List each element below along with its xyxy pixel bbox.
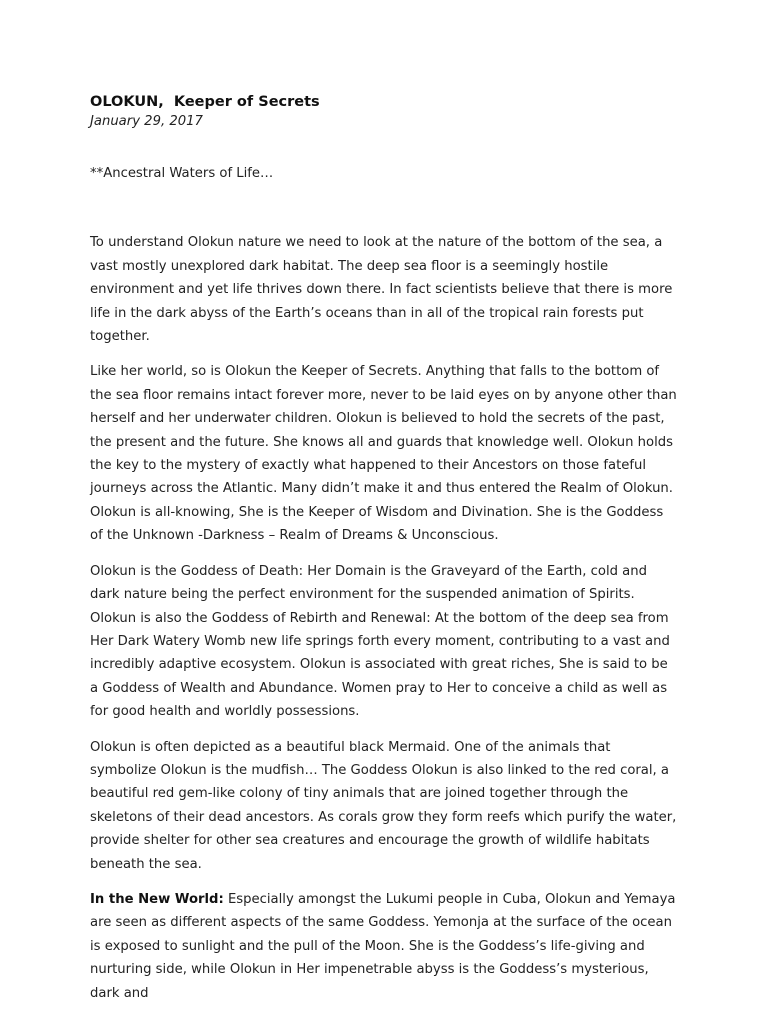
new-world-paragraph — [90, 888, 680, 1005]
document-title: OLOKUN, Keeper of Secrets — [90, 94, 320, 110]
new-world-lead: In the New World: — [90, 891, 224, 907]
paragraph: Like her world, so is Olokun the Keeper of Secrets. Anything that falls to the bottom of the sea floor remains intact forever more, never to be laid eyes on by anyone other than herself and her underwater children. Olokun is believed to hold the secrets of the past, the present and the future. She knows all and guards that knowledge well. Olokun holds the key to the mystery of exactly what happened to their Ancestors on those fateful journeys across the Atlantic. Many didn’t make it and thus entered the Realm of Olokun. Olokun is all-knowing, She is the Keeper of Wisdom and Divination. She is the Goddess of the Unknown -Darkness – Realm of Dreams & Unconscious. — [90, 364, 677, 544]
paragraph: Olokun is the Goddess of Death: Her Domain is the Graveyard of the Earth, cold and dark nature being the perfect environment for the suspended animation of Spirits. Olokun is also the Goddess of Rebirth and Renewal: At the bottom of the deep sea from Her Dark Watery Womb new life springs forth every moment, contributing to a vast and incredibly adaptive ecosystem. Olokun is associated with great riches, She is said to be a Goddess of Wealth and Abundance. Women pray to Her to conceive a child as well as for good health and worldly possessions. — [90, 563, 670, 720]
new-world-text: Especially amongst the Lukumi people in Cuba, Olokun and Yemaya are seen as different aspects of the same Goddess. Yemonja at the surface of the ocean is exposed to sunlight and the pull of the Moon. She is the Goddess’s life-giving and nurturing side, while Olokun in Her impenetrable abyss is the Goddess’s mysterious, dark and — [90, 891, 676, 1001]
paragraph: Olokun is often depicted as a beautiful black Mermaid. One of the animals that symbolize Olokun is the mudfish… The Goddess Olokun is also linked to the red coral, a beautiful red gem-like colony of tiny animals that are joined together through the skeletons of their dead ancestors. As corals grow they form reefs which purify the water, provide shelter for other sea creatures and encourage the growth of wildlife habitats beneath the sea. — [90, 739, 677, 872]
document-page — [90, 92, 680, 1017]
paragraph: To understand Olokun nature we need to look at the nature of the bottom of the sea, a vast mostly unexplored dark habitat. The deep sea floor is a seemingly hostile environment and yet life thrives down there. In fact scientists believe that there is more life in the dark abyss of the Earth’s oceans than in all of the tropical rain forests put together. — [90, 235, 673, 345]
intro-line: **Ancestral Waters of Life… — [90, 166, 274, 181]
document-date: January 29, 2017 — [90, 114, 203, 129]
